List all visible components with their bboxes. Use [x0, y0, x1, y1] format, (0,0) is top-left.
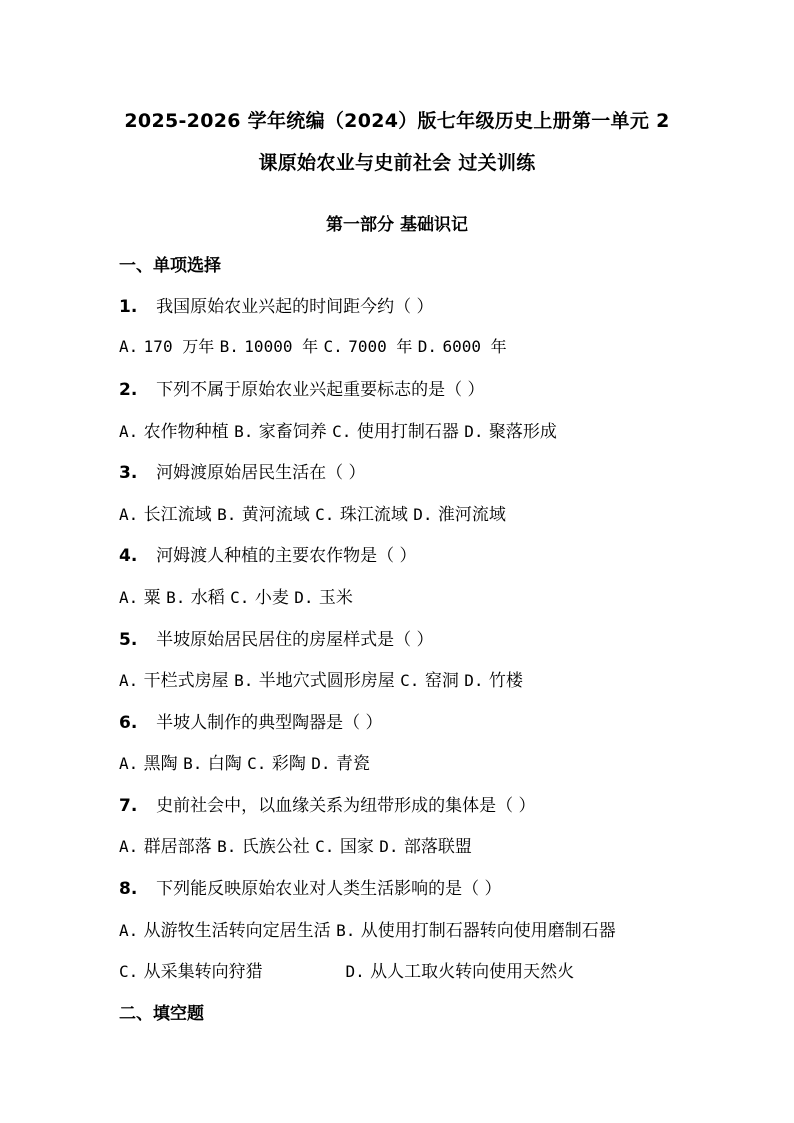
option-text: 干栏式房屋 [143, 671, 229, 691]
option-text: 淮河流域 [437, 505, 506, 525]
section-heading-fill-blank: 二、填空题 [119, 1004, 204, 1024]
option-text: 从使用打制石器转向使用磨制石器 [360, 921, 616, 941]
option-letter: D. [417, 337, 438, 356]
option-letter: B. [234, 671, 254, 690]
document-title-line-2: 课原始农业与史前社会 过关训练 [258, 152, 536, 174]
option-text: 从游牧生活转向定居生活 [143, 921, 331, 941]
option-text: 竹楼 [488, 671, 523, 691]
option-letter: C. [332, 422, 352, 441]
option-letter: B. [219, 337, 239, 356]
question-number: 8. [119, 879, 138, 899]
option-text: 从人工取火转向使用天然火 [370, 962, 575, 982]
option-letter: C. [315, 505, 335, 524]
question-stem: 河姆渡原始居民生活在（ ） [156, 463, 366, 483]
question-number: 6. [119, 713, 138, 733]
option-letter: B. [336, 921, 356, 940]
option-letter: C. [230, 588, 250, 607]
question-number: 7. [119, 796, 138, 816]
question-5-options [119, 666, 523, 691]
option-text: 半地穴式圆形房屋 [258, 671, 395, 691]
question-stem: 半坡原始居民居住的房屋样式是（ ） [156, 630, 434, 650]
question-stem: 下列能反映原始农业对人类生活影响的是（ ） [156, 879, 502, 899]
question-stem: 下列不属于原始农业兴起重要标志的是（ ） [156, 380, 485, 400]
question-2-options [119, 417, 557, 442]
option-letter: D. [345, 962, 365, 981]
question-1-options [119, 334, 507, 357]
question-number: 3. [119, 463, 138, 483]
question-2 [119, 375, 485, 400]
option-letter: A. [119, 337, 139, 356]
option-text: 家畜饲养 [258, 422, 327, 442]
question-stem: 史前社会中，以血缘关系为纽带形成的集体是（ ） [156, 796, 536, 816]
question-number: 5. [119, 630, 138, 650]
option-text: 6000 年 [442, 337, 507, 356]
option-letter: D. [294, 588, 314, 607]
option-letter: C. [400, 671, 420, 690]
option-letter: D. [413, 505, 433, 524]
option-text: 水稻 [190, 588, 225, 608]
option-text: 珠江流域 [339, 505, 408, 525]
question-number: 4. [119, 546, 138, 566]
option-text: 黑陶 [143, 754, 178, 774]
option-letter: A. [119, 505, 139, 524]
option-text: 窑洞 [424, 671, 459, 691]
option-letter: A. [119, 921, 139, 940]
option-letter: C. [315, 837, 335, 856]
option-text: 170 万年 [143, 337, 215, 356]
option-letter: B. [166, 588, 186, 607]
question-stem: 河姆渡人种植的主要农作物是（ ） [156, 546, 417, 566]
question-7 [119, 791, 536, 816]
question-8-options-line-1 [119, 916, 616, 941]
question-stem: 半坡人制作的典型陶器是（ ） [156, 713, 383, 733]
option-text: 聚落形成 [488, 422, 557, 442]
option-letter: B. [217, 837, 237, 856]
option-letter: C. [247, 754, 267, 773]
option-text: 从采集转向狩猎 [143, 962, 263, 982]
option-text: 彩陶 [271, 754, 306, 774]
option-letter: A. [119, 422, 139, 441]
question-3 [119, 458, 366, 483]
option-text: 氏族公社 [241, 837, 310, 857]
option-text: 黄河流域 [241, 505, 310, 525]
question-4-options [119, 583, 353, 608]
option-letter: D. [379, 837, 399, 856]
option-text: 粟 [143, 588, 161, 608]
question-5 [119, 625, 434, 650]
option-letter: C. [119, 962, 139, 981]
question-4 [119, 541, 417, 566]
question-stem: 我国原始农业兴起的时间距今约（ ） [156, 297, 434, 317]
option-text: 7000 年 [348, 337, 413, 356]
question-8-options-line-2 [119, 957, 574, 982]
option-text: 农作物种植 [143, 422, 229, 442]
option-letter: D. [464, 671, 484, 690]
question-6 [119, 708, 383, 733]
question-number: 1. [119, 297, 138, 317]
option-text: 长江流域 [143, 505, 212, 525]
option-text: 国家 [339, 837, 374, 857]
option-text: 白陶 [207, 754, 242, 774]
option-letter: C. [323, 337, 343, 356]
option-text: 小麦 [254, 588, 289, 608]
option-letter: A. [119, 671, 139, 690]
option-letter: B. [183, 754, 203, 773]
question-3-options [119, 500, 506, 525]
option-text: 青瓷 [335, 754, 370, 774]
option-letter: B. [234, 422, 254, 441]
option-letter: D. [464, 422, 484, 441]
option-letter: D. [311, 754, 331, 773]
option-text: 使用打制石器 [356, 422, 459, 442]
option-letter: A. [119, 754, 139, 773]
option-text: 部落联盟 [403, 837, 472, 857]
question-7-options [119, 832, 472, 857]
option-text: 群居部落 [143, 837, 212, 857]
document-title-line-1: 2025-2026 学年统编（2024）版七年级历史上册第一单元 2 [124, 110, 670, 132]
option-letter: A. [119, 837, 139, 856]
part-heading: 第一部分 基础识记 [326, 215, 468, 235]
option-letter: B. [217, 505, 237, 524]
question-number: 2. [119, 380, 138, 400]
option-text: 玉米 [318, 588, 353, 608]
section-heading-single-choice: 一、单项选择 [119, 256, 221, 276]
question-8 [119, 874, 502, 899]
question-6-options [119, 749, 370, 774]
option-letter: A. [119, 588, 139, 607]
question-1 [119, 292, 434, 317]
option-text: 10000 年 [244, 337, 319, 356]
